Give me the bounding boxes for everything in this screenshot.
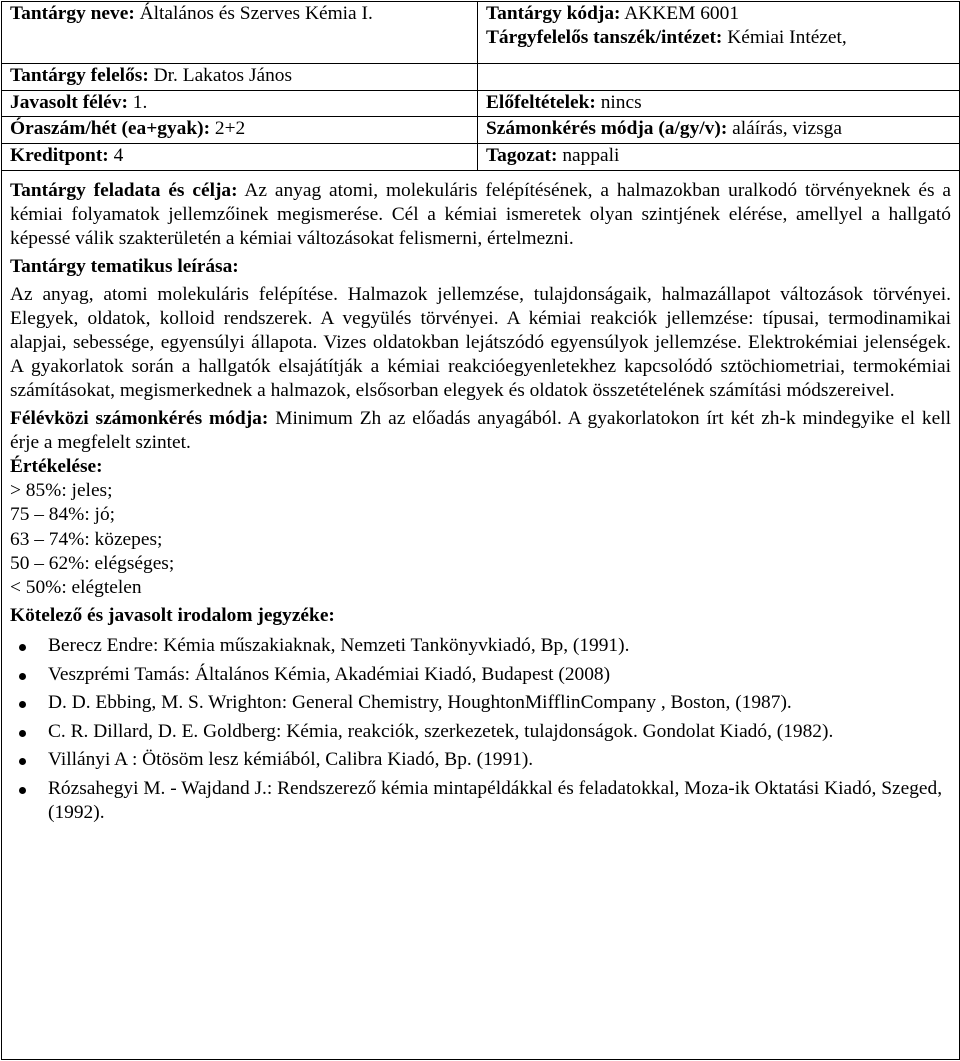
literature-item: Rózsahegyi M. - Wajdand J.: Rendszerező kémia mintapéldákkal és feladatokkal, Moza-ik Oktatási Kiadó, Szeged, (1992).: [48, 777, 959, 826]
prerequisites-label: Előfeltételek:: [486, 92, 596, 113]
grading-scale: [10, 479, 959, 600]
midterm-label: Félévközi számonkérés módja:: [10, 408, 269, 429]
literature-item: D. D. Ebbing, M. S. Wrighton: General Chemistry, HoughtonMifflinCompany , Boston, (1987).: [48, 691, 959, 715]
semester-cell: [2, 91, 478, 117]
hours-value: 2+2: [214, 118, 246, 139]
literature-label: Kötelező és javasolt irodalom jegyzéke:: [10, 605, 335, 627]
study-mode-label: Tagozat:: [486, 145, 558, 166]
hours-label: Óraszám/hét (ea+gyak):: [10, 118, 211, 139]
credit-value: 4: [113, 145, 124, 166]
responsible-value: Dr. Lakatos János: [153, 65, 293, 86]
credit-cell: [2, 144, 478, 171]
literature-item: C. R. Dillard, D. E. Goldberg: Kémia, reakciók, szerkezetek, tulajdonságok. Gondolat Kiadó, (1982).: [48, 720, 959, 744]
subject-name-value: Általános és Szerves Kémia I.: [139, 3, 373, 24]
grading-heading: [10, 455, 959, 479]
hours-cell: [2, 117, 478, 144]
department-value: Kémiai Intézet,: [727, 27, 847, 48]
literature-heading: [10, 604, 959, 628]
credit-label: Kreditpont:: [10, 145, 109, 166]
prerequisites-value: nincs: [600, 92, 642, 113]
grade-line: < 50%: elégtelen: [10, 577, 142, 599]
grade-line: 75 – 84%: jó;: [10, 504, 116, 526]
grade-line: > 85%: jeles;: [10, 480, 113, 501]
literature-item: Berecz Endre: Kémia műszakiaknak, Nemzeti Tankönyvkiadó, Bp, (1991).: [48, 634, 959, 658]
course-goal-text: Az anyag atomi, molekuláris felépítésének, a halmazokban uralkodó törvényeknek és a kémiai folyamatok jellemzőinek megismerése. Cél a kémiai ismeretek olyan szintjének elérése, amellyel a hallgató képessé válik szakterületén a kémiai változásokat felismerni, értelmezni.: [10, 180, 951, 249]
grading-label: Értékelése:: [10, 456, 103, 477]
study-mode-value: nappali: [562, 145, 620, 166]
thematic-heading: [10, 255, 959, 279]
thematic-text: Az anyag, atomi molekuláris felépítése. Halmazok jellemzése, tulajdonságaik, halmazállapot változások törvényei. Elegyek, oldatok, kolloid rendszerek. A vegyülés törvényei. A kémiai reakciók jellemzése: típusai, termodinamikai alapjai, sebessége, egyensúlyi állapota. Vizes oldatokban lejátszódó egyensúlyok jellemzése. Elektrokémiai jelenségek. A gyakorlatok során a hallgatók elsajátítják a kémiai reakcióegyenletekhez kapcsolódó sztöchiometriai, termokémiai számításokat, megismerkednek a halmazok, elsősorban elegyek és oldatok összetételének számítási módszereivel.: [10, 284, 951, 401]
responsible-cell: [2, 64, 478, 91]
literature-item: Villányi A : Ötösöm lesz kémiából, Calibra Kiadó, Bp. (1991).: [48, 748, 959, 772]
study-mode-cell: [478, 144, 960, 171]
semester-value: 1.: [132, 92, 148, 113]
exam-mode-cell: [478, 117, 960, 144]
literature-list: [10, 634, 959, 825]
course-goal-label: Tantárgy feladata és célja:: [10, 180, 238, 201]
exam-mode-value: aláírás, vizsga: [732, 118, 842, 139]
prerequisites-cell: [478, 91, 960, 117]
course-goal-paragraph: [10, 179, 959, 251]
midterm-paragraph: [10, 407, 959, 455]
grade-line: 63 – 74%: közepes;: [10, 528, 163, 550]
semester-label: Javasolt félév:: [10, 92, 128, 113]
department-label: Tárgyfelelős tanszék/intézet:: [486, 27, 723, 48]
responsible-label: Tantárgy felelős:: [10, 65, 149, 86]
subject-name-label: Tantárgy neve:: [10, 3, 135, 24]
literature-item: Veszprémi Tamás: Általános Kémia, Akadémiai Kiadó, Budapest (2008): [48, 663, 959, 687]
subject-code-value: AKKEM 6001: [624, 3, 740, 24]
midterm-text: Minimum Zh az előadás anyagából. A gyakorlatokon írt két zh-k mindegyike el kell érje a megfelelt szintet.: [10, 408, 951, 453]
grade-line: 50 – 62%: elégséges;: [10, 552, 175, 574]
course-body-cell: [2, 171, 960, 1060]
subject-code-label: Tantárgy kódja:: [486, 3, 621, 24]
exam-mode-label: Számonkérés módja (a/gy/v):: [486, 118, 728, 139]
department-cont-cell: [478, 64, 960, 91]
subject-name-cell: [2, 2, 478, 64]
thematic-label: Tantárgy tematikus leírása:: [10, 256, 239, 277]
course-description-table: [1, 1, 960, 1060]
subject-code-cell: [478, 2, 960, 64]
